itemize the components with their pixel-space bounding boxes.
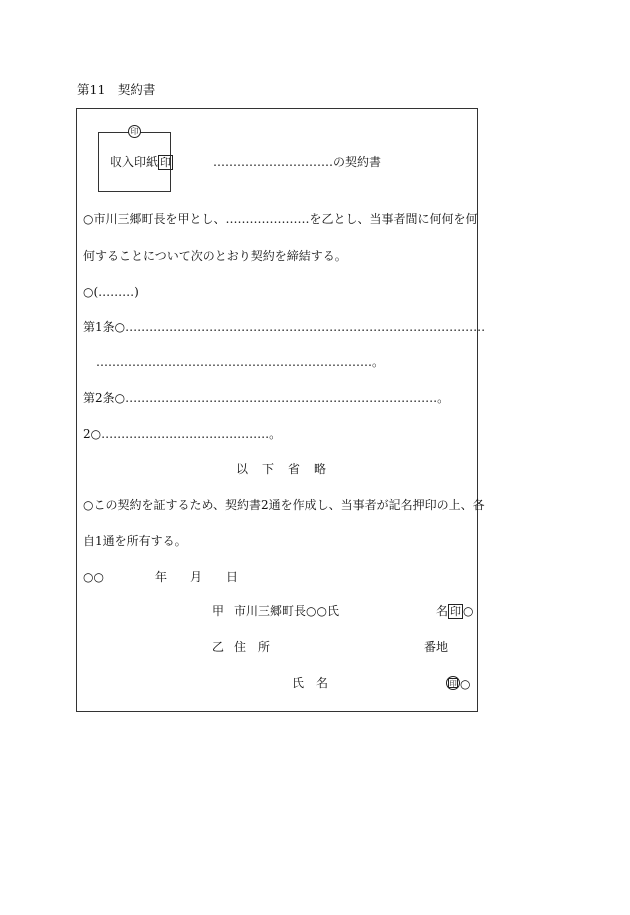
date-era: ○○ (83, 570, 104, 584)
party-a-name: 市川三郷町長○○氏 (234, 604, 339, 618)
stamp-top-seal-char: 印 (130, 127, 139, 136)
party-a-label: 甲 (212, 604, 225, 618)
document-heading: 第11 契約書 (77, 82, 156, 97)
party-b-seal-mark: ○ (460, 677, 471, 691)
omitted-notice: 以下省略 (236, 462, 341, 476)
date-day: 日 (226, 570, 239, 584)
closing-line-2: 自1通を所有する。 (83, 534, 187, 548)
paragraph-2: 2○……………………………………。 (83, 427, 282, 441)
article-1-line-2: ……………………………………………………………。 (96, 355, 385, 369)
revenue-stamp-label: 収入印紙 (110, 155, 159, 169)
party-b-seal-icon (446, 676, 460, 690)
revenue-stamp-label-row (110, 155, 173, 170)
intro-line-2: 何することについて次のとおり契約を締結する。 (83, 249, 347, 263)
party-b-label: 乙 (212, 640, 225, 654)
date-year: 年 (155, 570, 168, 584)
date-month: 月 (190, 570, 203, 584)
stamp-seal-icon: 印 (160, 156, 172, 169)
party-a-name-suffix: 名 (436, 604, 449, 618)
stamp-top-seal-icon (128, 125, 141, 138)
article-1-line-1: 第1条○……………………………………………………………………………… (83, 320, 486, 334)
party-b-address-suffix: 番地 (424, 640, 449, 654)
party-b-address-label: 住 所 (234, 640, 271, 654)
contract-frame (76, 108, 478, 712)
caption: ○(………) (83, 285, 139, 299)
party-b-seal-char: 印 (449, 679, 457, 688)
article-2: 第2条○……………………………………………………………………。 (83, 391, 450, 405)
party-a-seal-icon: 印 (450, 605, 462, 618)
party-a-seal-row (436, 604, 474, 619)
party-a-seal-mark: ○ (463, 604, 474, 618)
contract-title: …………………………の契約書 (213, 155, 382, 169)
intro-line-1: ○市川三郷町長を甲とし、…………………を乙とし、当事者間に何何を何 (83, 212, 478, 226)
party-b-name-label: 氏 名 (292, 676, 329, 690)
party-b-seal-row (446, 676, 470, 690)
closing-line-1: ○この契約を証するため、契約書2通を作成し、当事者が記名押印の上、各 (83, 498, 485, 512)
